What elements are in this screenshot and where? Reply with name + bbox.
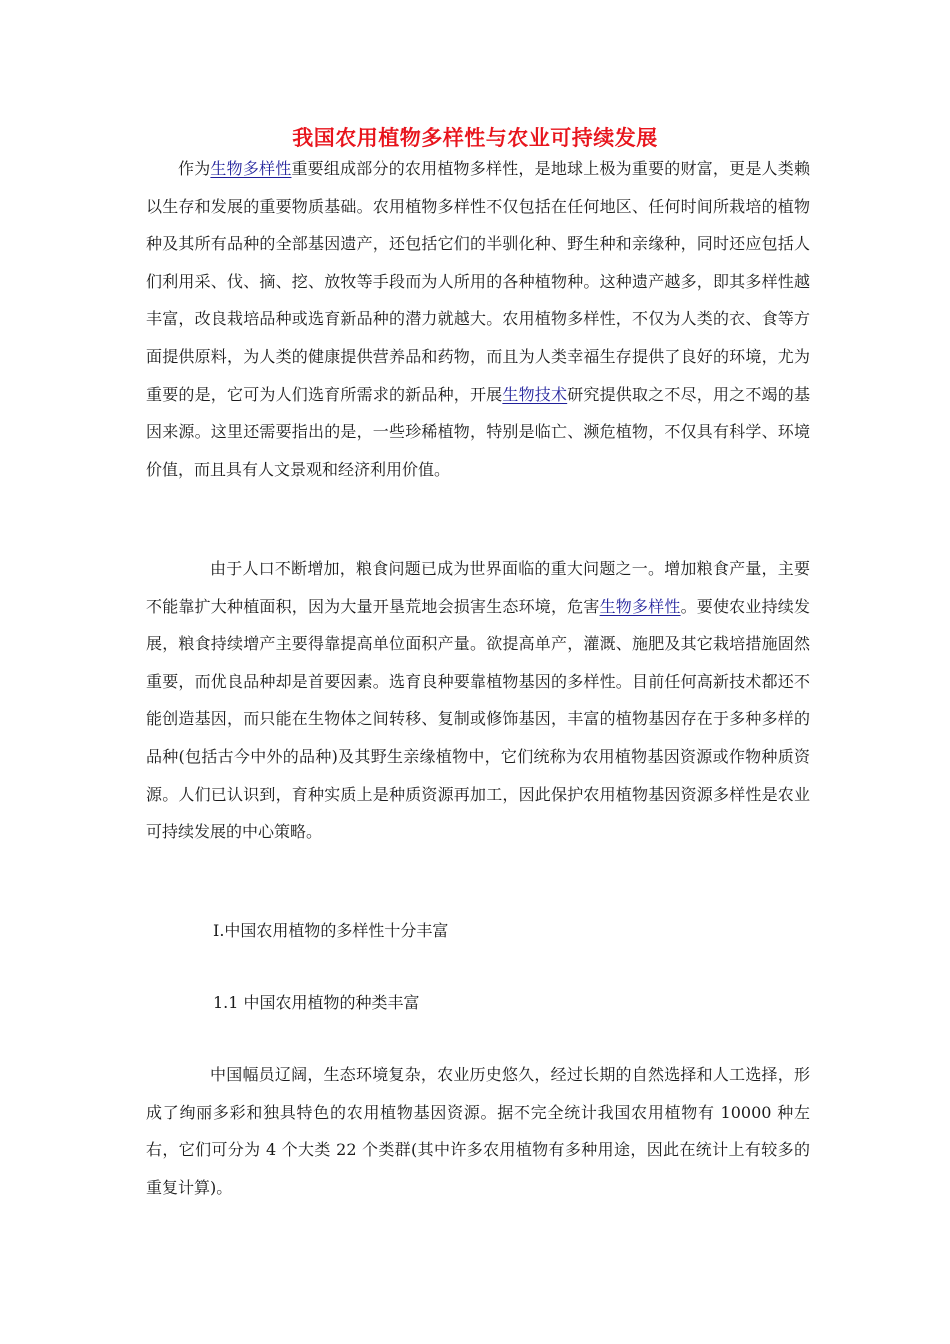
link-biodiversity-2[interactable]: 生物多样性: [599, 596, 681, 616]
paragraph-text: 。要使农业持续发展，粮食持续增产主要得靠提高单位面积产量。欲提高单产，灌溉、施肥及其它栽培措施固然重要，而优良品种却是首要因素。选育良种要靠植物基因的多样性。目前任何高新技术都还不能创造基因，而只能在生物体之间转移、复制或修饰基因，丰富的植物基因存在于多种多样的品种(包括古今中外的品种)及其野生亲缘植物中，它们统称为农用植物基因资源或作物种质资源。人们已认识到，育种实质上是种质资源再加工，因此保护农用植物基因资源多样性是农业可持续发展的中心策略。: [146, 596, 810, 842]
paragraph-text: 作为: [178, 159, 211, 178]
document-title: 我国农用植物多样性与农业可持续发展: [292, 126, 658, 150]
subsection-heading: 1.1 中国农用植物的种类丰富: [213, 993, 420, 1012]
link-biodiversity[interactable]: 生物多样性: [210, 159, 292, 178]
link-biotechnology[interactable]: 生物技术: [502, 384, 568, 404]
paragraph-text: 重要组成部分的农用植物多样性，是地球上极为重要的财富，更是人类赖以生存和发展的重要物质基础。农用植物多样性不仅包括在任何地区、任何时间所栽培的植物种及其所有品种的全部基因遗产，还包括它们的半驯化种、野生种和亲缘种，同时还应包括人们利用采、伐、摘、挖、放牧等手段而为人所用的各种植物种。这种遗产越多，即其多样性越丰富，改良栽培品种或选育新品种的潜力就越大。农用植物多样性，不仅为人类的衣、食等方面提供原料，为人类的健康提供营养品和药物，而且为人类幸福生存提供了良好的环境，尤为重要的是，它可为人们选育所需求的新品种，开展: [146, 159, 810, 404]
paragraph-text: 研究提供取之不尽，用之不竭的基因来源。这里还需要指出的是，一些珍稀植物，特别是临亡、濒危植物，不仅具有科学、环境价值，而且具有人文景观和经济利用价值。: [146, 384, 810, 479]
paragraph-food-problem: [146, 550, 810, 851]
section-heading: Ⅰ.中国农用植物的多样性十分丰富: [213, 921, 449, 940]
paragraph-text: 由于人口不断增加，粮食问题已成为世界面临的重大问题之一。增加粮食产量，主要不能靠扩大种植面积，因为大量开垦荒地会损害生态环境，危害: [146, 559, 810, 616]
paragraph-species: 中国幅员辽阔，生态环境复杂，农业历史悠久，经过长期的自然选择和人工选择，形成了绚丽多彩和独具特色的农用植物基因资源。据不完全统计我国农用植物有 10000 种左右，它们可分为 4 个大类 22 个类群(其中许多农用植物有多种用途，因此在统计上有较多的重复计算)。: [146, 1065, 810, 1197]
paragraph-intro: [146, 150, 810, 488]
